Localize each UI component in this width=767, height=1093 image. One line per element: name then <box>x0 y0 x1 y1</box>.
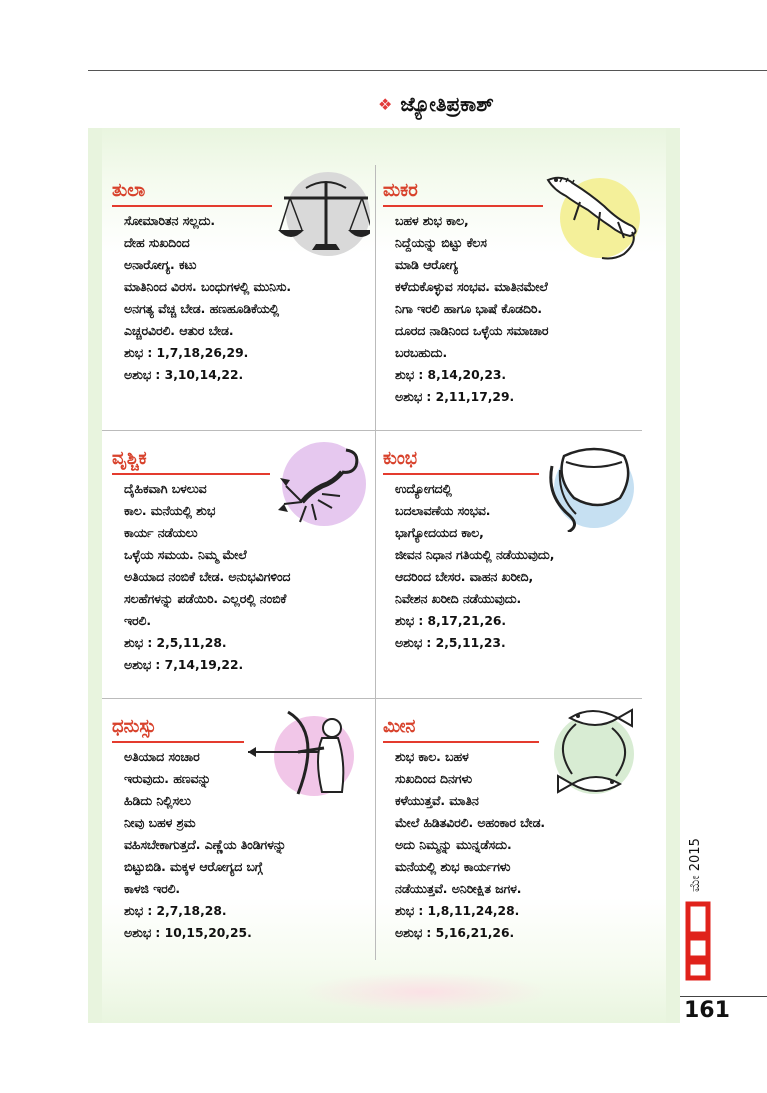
text-line: ಮೇಲೆ ಹಿಡಿತವಿರಲಿ. ಅಹಂಕಾರ ಬೇಡ. <box>395 816 546 830</box>
grid-divider-horizontal-2 <box>102 698 642 699</box>
text-line: ಬಿಟ್ಟುಬಿಡಿ. ಮಕ್ಕಳ ಆರೋಗ್ಯದ ಬಗ್ಗೆ <box>124 860 263 874</box>
text-line: ಅತಿಯಾದ ನಂಬಿಕೆ ಬೇಡ. ಅನುಭವಿಗಳಿಂದ <box>124 570 291 584</box>
text-line: ಜೀವನ ನಿಧಾನ ಗತಿಯಲ್ಲಿ ನಡೆಯುವುದು, <box>395 548 555 562</box>
sign-body-vrischika <box>124 478 374 676</box>
section-title: ಜ್ಯೋತಿಪ್ರಕಾಶ್ <box>400 92 494 116</box>
unlucky-numbers: ಅಶುಭ : 2,5,11,23. <box>395 636 506 650</box>
text-line: ಸುಖದಿಂದ ದಿನಗಳು <box>395 772 473 786</box>
text-line: ಸಲಹೆಗಳನ್ನು ಪಡೆಯಿರಿ. ಎಲ್ಲರಲ್ಲಿ ನಂಬಿಕೆ <box>124 592 287 606</box>
panel-border-left <box>88 128 102 1023</box>
text-line: ನೀವು ಬಹಳ ಶ್ರಮ <box>124 816 196 830</box>
text-line: ಹಿಡಿದು ನಿಲ್ಲಿಸಲು <box>124 794 191 808</box>
sign-title-kumbha: ಕುಂಭ <box>383 446 645 472</box>
unlucky-numbers: ಅಶುಭ : 10,15,20,25. <box>124 926 252 940</box>
text-line: ಇರುವುದು. ಹಣವನ್ನು <box>124 772 211 786</box>
text-line: ಎಚ್ಚರವಿರಲಿ. ಆತುರ ಬೇಡ. <box>124 324 234 338</box>
text-line: ಅನಾರೋಗ್ಯ. ಕಟು <box>124 258 197 272</box>
issue-month: ಮೇ 2015 <box>688 838 703 892</box>
text-line: ಅತಿಯಾದ ಸಂಚಾರ <box>124 750 200 764</box>
diamond-bullet-icon: ❖ <box>378 94 393 114</box>
text-line: ದೇಹ ಸುಖದಿಂದ <box>124 236 190 250</box>
text-line: ಉದ್ಯೋಗದಲ್ಲಿ <box>395 482 452 496</box>
text-line: ಕಾರ್ಯ ನಡೆಯಲು <box>124 526 198 540</box>
text-line: ಸೋಮಾರಿತನ ಸಲ್ಲದು. <box>124 214 216 228</box>
unlucky-numbers: ಅಶುಭ : 5,16,21,26. <box>395 926 515 940</box>
text-line: ಇರಲಿ. <box>124 614 152 628</box>
text-line: ದೂರದ ನಾಡಿನಿಂದ ಒಳ್ಳೆಯ ಸಮಾಚಾರ <box>395 324 549 338</box>
text-line: ಶುಭ ಕಾಲ. ಬಹಳ <box>395 750 469 764</box>
text-line: ಅದು ನಿಮ್ಮನ್ನು ಮುನ್ನಡೆಸದು. <box>395 838 512 852</box>
text-line: ಒಳ್ಳೆಯ ಸಮಯ. ನಿಮ್ಮ ಮೇಲೆ <box>124 548 247 562</box>
text-line: ವಹಿಸಬೇಕಾಗುತ್ತದೆ. ಎಣ್ಣೆಯ ತಿಂಡಿಗಳನ್ನು <box>124 838 287 852</box>
text-line: ನಡೆಯುತ್ತವೆ. ಅನಿರೀಕ್ಷಿತ ಜಗಳ. <box>395 882 522 896</box>
sign-title-dhanussu: ಧನುಸ್ಸು <box>112 714 374 740</box>
footer-rule <box>680 996 767 997</box>
text-line: ಬದಲಾವಣೆಯ ಸಂಭವ. <box>395 504 491 518</box>
lucky-numbers: ಶುಭ : 8,17,21,26. <box>395 614 507 628</box>
sign-body-tula <box>124 210 374 386</box>
text-line: ಮನೆಯಲ್ಲಿ ಶುಭ ಕಾರ್ಯಗಳು <box>395 860 511 874</box>
page-number: 161 <box>684 998 730 1023</box>
text-line: ಕಳೆದುಕೊಳ್ಳುವ ಸಂಭವ. ಮಾತಿನಮೇಲೆ <box>395 280 548 294</box>
sign-title-tula: ತುಲಾ <box>112 178 374 204</box>
panel-bottom-glow <box>300 972 550 1012</box>
text-line: ನಿದ್ದೆಯನ್ನು ಬಿಟ್ಟು ಕೆಲಸ <box>395 236 487 250</box>
lucky-numbers: ಶುಭ : 8,14,20,23. <box>395 368 507 382</box>
text-line: ಮಾತಿನಿಂದ ವಿರಸ. ಬಂಧುಗಳಲ್ಲಿ ಮುನಿಸು. <box>124 280 292 294</box>
text-line: ಕಾಲ. ಮನೆಯಲ್ಲಿ ಶುಭ <box>124 504 216 518</box>
lucky-numbers: ಶುಭ : 1,8,11,24,28. <box>395 904 520 918</box>
magazine-logo <box>684 900 714 982</box>
text-line: ಬಹಳ ಶುಭ ಕಾಲ, <box>395 214 469 228</box>
section-header <box>378 92 494 116</box>
sign-body-dhanussu <box>124 746 374 944</box>
text-line: ಆದರಿಂದ ಬೇಸರ. ವಾಹನ ಖರೀದಿ, <box>395 570 534 584</box>
text-line: ನಿವೇಶನ ಖರೀದಿ ನಡೆಯುವುದು. <box>395 592 522 606</box>
unlucky-numbers: ಅಶುಭ : 2,11,17,29. <box>395 390 515 404</box>
sign-kumbha <box>383 446 645 650</box>
sign-title-vrischika: ವೃಶ್ಚಿಕ <box>112 446 374 472</box>
panel-border-right <box>666 128 680 1023</box>
grid-divider-vertical <box>375 165 376 960</box>
lucky-numbers: ಶುಭ : 1,7,18,26,29. <box>124 346 249 360</box>
sign-makara <box>383 178 645 404</box>
sign-vrischika <box>112 446 374 672</box>
sign-title-makara: ಮಕರ <box>383 178 645 204</box>
grid-divider-horizontal-1 <box>102 430 642 431</box>
text-line: ಮಾಡಿ ಆರೋಗ್ಯ <box>395 258 458 272</box>
sign-meena <box>383 714 645 940</box>
sign-body-meena <box>395 746 645 944</box>
unlucky-numbers: ಅಶುಭ : 7,14,19,22. <box>124 658 244 672</box>
lucky-numbers: ಶುಭ : 2,5,11,28. <box>124 636 227 650</box>
unlucky-numbers: ಅಶುಭ : 3,10,14,22. <box>124 368 244 382</box>
text-line: ಬರಬಹುದು. <box>395 346 448 360</box>
sign-body-kumbha <box>395 478 645 654</box>
text-line: ದೈಹಿಕವಾಗಿ ಬಳಲುವ <box>124 482 207 496</box>
sign-title-meena: ಮೀನ <box>383 714 645 740</box>
sign-dhanussu <box>112 714 374 940</box>
sign-tula <box>112 178 374 382</box>
text-line: ಕಳೆಯುತ್ತವೆ. ಮಾತಿನ <box>395 794 479 808</box>
text-line: ಅನಗತ್ಯ ವೆಚ್ಚ ಬೇಡ. ಹಣಹೂಡಿಕೆಯಲ್ಲಿ <box>124 302 280 316</box>
text-line: ಕಾಳಜಿ ಇರಲಿ. <box>124 882 181 896</box>
top-rule <box>88 70 767 71</box>
lucky-numbers: ಶುಭ : 2,7,18,28. <box>124 904 227 918</box>
text-line: ನಿಗಾ ಇರಲಿ ಹಾಗೂ ಭಾಷೆ ಕೊಡದಿರಿ. <box>395 302 543 316</box>
text-line: ಭಾಗ್ಯೋದಯದ ಕಾಲ, <box>395 526 484 540</box>
sign-body-makara <box>395 210 645 408</box>
